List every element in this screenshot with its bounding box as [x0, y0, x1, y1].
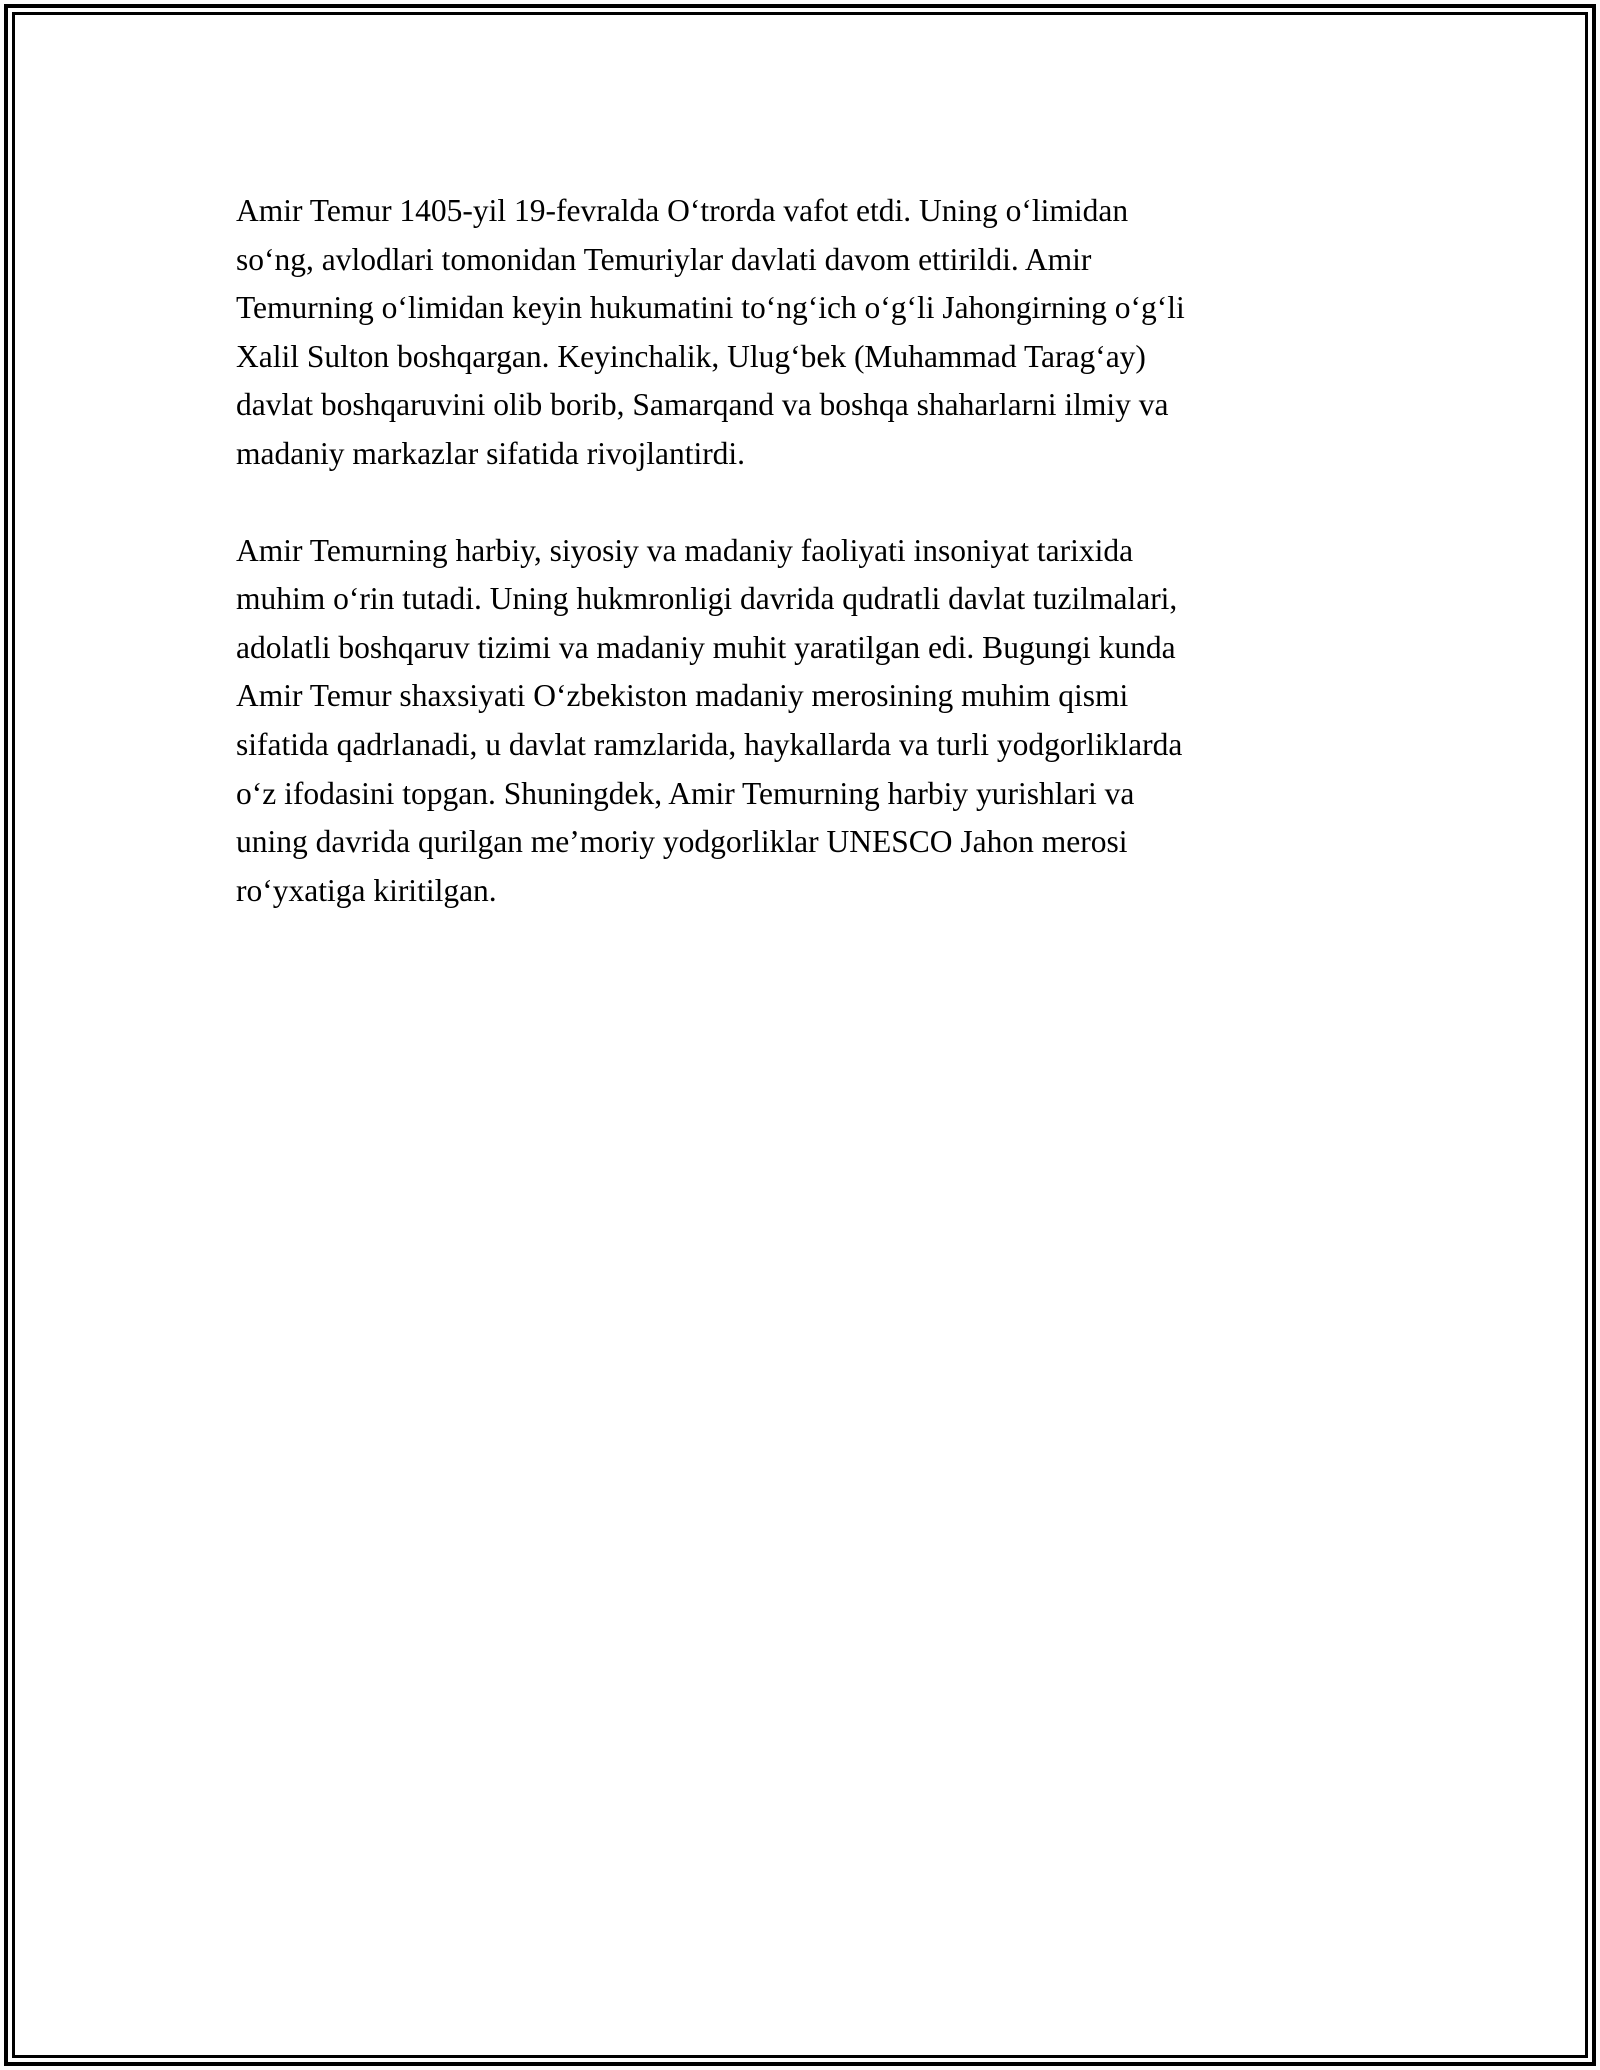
paragraph-2-line-7: uning davrida qurilgan me’moriy yodgorliklar UNESCO Jahon merosi	[236, 824, 1128, 860]
paragraph-1	[236, 187, 1360, 479]
paragraph-2-line-3: adolatli boshqaruv tizimi va madaniy muhit yaratilgan edi. Bugungi kunda	[236, 629, 1176, 665]
paragraph-2-line-4: Amir Temur shaxsiyati O‘zbekiston madaniy merosining muhim qismi	[236, 678, 1129, 714]
paragraph-1-line-1: Amir Temur 1405-yil 19-fevralda O‘trorda vafot etdi. Uning o‘limidan	[236, 193, 1129, 228]
paragraph-1-line-2: so‘ng, avlodlari tomonidan Temuriylar davlati davom ettirildi. Amir	[236, 241, 1092, 277]
paragraph-2	[236, 527, 1360, 916]
paragraph-2-line-8: ro‘yxatiga kiritilgan.	[236, 872, 497, 908]
paragraph-2-line-5: sifatida qadrlanadi, u davlat ramzlarida, haykallarda va turli yodgorliklarda	[236, 726, 1183, 762]
paragraph-1-line-3: Temurning o‘limidan keyin hukumatini to‘ng‘ich o‘g‘li Jahongirning o‘g‘li	[236, 290, 1185, 326]
paragraph-1-line-4: Xalil Sulton boshqargan. Keyinchalik, Ulug‘bek (Muhammad Tarag‘ay)	[236, 338, 1146, 374]
paragraph-2-line-6: o‘z ifodasini topgan. Shuningdek, Amir Temurning harbiy yurishlari va	[236, 775, 1135, 811]
paragraph-2-line-2: muhim o‘rin tutadi. Uning hukmronligi davrida qudratli davlat tuzilmalari,	[236, 581, 1178, 617]
document-body	[236, 187, 1360, 915]
paragraph-2-line-1: Amir Temurning harbiy, siyosiy va madaniy faoliyati insoniyat tarixida	[236, 532, 1134, 568]
paragraph-1-line-5: davlat boshqaruvini olib borib, Samarqand va boshqa shaharlarni ilmiy va	[236, 387, 1169, 423]
paragraph-1-line-6: madaniy markazlar sifatida rivojlantirdi.	[236, 435, 746, 471]
